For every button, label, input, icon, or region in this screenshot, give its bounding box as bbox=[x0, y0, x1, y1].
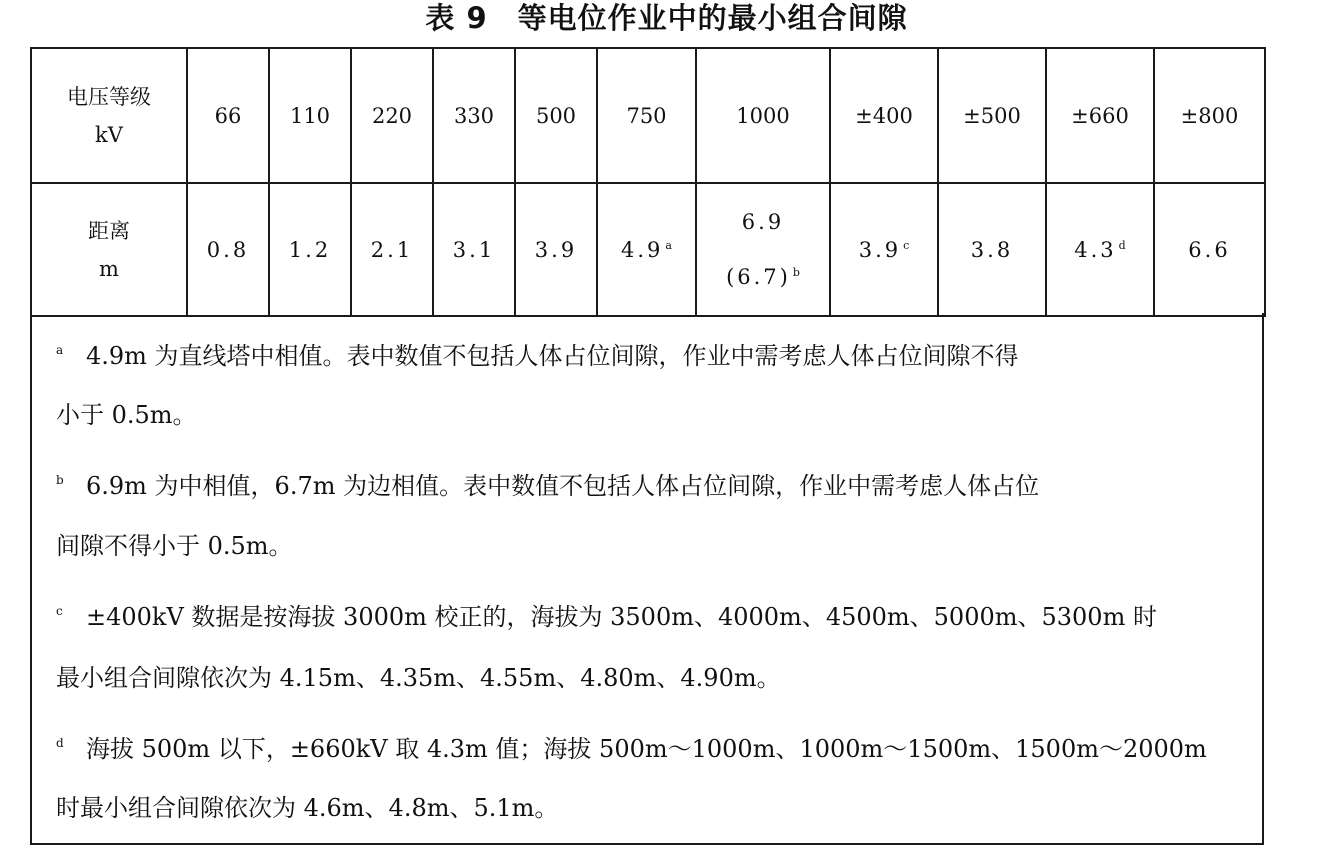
distance-cell bbox=[938, 183, 1046, 316]
distance-cell bbox=[1046, 183, 1154, 316]
footnote-mark-c: c bbox=[56, 604, 63, 618]
footnote-b-line2 bbox=[56, 531, 1246, 561]
distance-value: 6.9 bbox=[741, 210, 785, 234]
footnote-ref-a: a bbox=[665, 238, 672, 252]
footnote-text: 时最小组合间隙依次为 4.6m、4.8m、5.1m。 bbox=[56, 794, 559, 822]
footnote-text: 6.9m 为中相值，6.7m 为边相值。表中数值不包括人体占位间隙，作业中需考虑人体占位 bbox=[86, 472, 1040, 500]
voltage-value: ±500 bbox=[963, 103, 1021, 128]
voltage-cell bbox=[433, 48, 515, 183]
voltage-cell bbox=[696, 48, 830, 183]
footnote-mark-a: a bbox=[56, 343, 64, 357]
voltage-value: ±400 bbox=[855, 103, 913, 128]
distance-value: 4.3 bbox=[1074, 237, 1117, 262]
distance-value: 2.1 bbox=[370, 237, 414, 262]
distance-value-secondary: (6.7) bbox=[726, 265, 791, 289]
distance-header-cell bbox=[31, 183, 187, 316]
table-title: 表 9 等电位作业中的最小组合间隙 bbox=[425, 1, 908, 35]
footnote-d-line1 bbox=[56, 728, 1246, 764]
voltage-value: 66 bbox=[214, 103, 242, 128]
voltage-cell bbox=[187, 48, 269, 183]
distance-value: 3.8 bbox=[970, 237, 1014, 262]
footnote-ref-c: c bbox=[903, 238, 910, 252]
voltage-value: 330 bbox=[453, 103, 495, 128]
footnote-mark-b: b bbox=[56, 473, 64, 487]
footnote-c-line1 bbox=[56, 596, 1246, 632]
distance-value: 0.8 bbox=[206, 237, 250, 262]
footnote-text: 海拔 500m 以下，±660kV 取 4.3m 值；海拔 500m～1000m、1000m～1500m、1500m～2000m bbox=[86, 735, 1207, 763]
footnote-d-line2 bbox=[56, 793, 1246, 823]
footnote-mark-d: d bbox=[56, 736, 64, 750]
distance-value: 3.9 bbox=[858, 237, 902, 262]
voltage-header-cell bbox=[31, 48, 187, 183]
voltage-value: ±660 bbox=[1071, 103, 1129, 128]
voltage-value: 750 bbox=[626, 103, 667, 128]
distance-cell bbox=[351, 183, 433, 316]
distance-cell bbox=[433, 183, 515, 316]
distance-value: 6.6 bbox=[1188, 237, 1231, 262]
footnote-ref-b: b bbox=[792, 266, 800, 279]
voltage-row bbox=[31, 48, 1265, 183]
footnote-text: 间隙不得小于 0.5m。 bbox=[56, 532, 293, 560]
distance-cell bbox=[696, 183, 830, 316]
footnote-text: 最小组合间隙依次为 4.15m、4.35m、4.55m、4.80m、4.90m。 bbox=[56, 664, 781, 692]
voltage-cell bbox=[269, 48, 351, 183]
distance-cell bbox=[187, 183, 269, 316]
footnote-text: ±400kV 数据是按海拔 3000m 校正的，海拔为 3500m、4000m、4500m、5000m、5300m 时 bbox=[86, 603, 1157, 631]
distance-cell bbox=[830, 183, 938, 316]
distance-value: 1.2 bbox=[288, 237, 332, 262]
voltage-value: 500 bbox=[535, 103, 577, 128]
voltage-value: 110 bbox=[289, 103, 331, 128]
voltage-cell bbox=[515, 48, 597, 183]
distance-label: 距离 bbox=[88, 218, 130, 243]
distance-cell bbox=[1154, 183, 1265, 316]
clearance-table bbox=[30, 47, 1266, 317]
distance-cell bbox=[515, 183, 597, 316]
voltage-value: ±800 bbox=[1180, 103, 1239, 128]
distance-value: 3.1 bbox=[452, 237, 496, 262]
footnote-a-line1 bbox=[56, 335, 1246, 371]
voltage-cell bbox=[1046, 48, 1154, 183]
voltage-cell bbox=[597, 48, 696, 183]
voltage-label: 电压等级 bbox=[67, 84, 151, 109]
distance-unit: m bbox=[99, 256, 119, 281]
voltage-cell bbox=[1154, 48, 1265, 183]
distance-cell bbox=[269, 183, 351, 316]
footnote-text: 小于 0.5m。 bbox=[56, 401, 197, 429]
distance-row bbox=[31, 183, 1265, 316]
footnote-text: 4.9m 为直线塔中相值。表中数值不包括人体占位间隙，作业中需考虑人体占位间隙不得 bbox=[86, 342, 1019, 370]
footnote-b-line1 bbox=[56, 465, 1246, 501]
distance-value: 3.9 bbox=[534, 237, 578, 262]
footnote-a-line2 bbox=[56, 400, 1246, 430]
voltage-value: 1000 bbox=[736, 103, 790, 128]
voltage-unit: kV bbox=[95, 122, 123, 147]
voltage-value: 220 bbox=[371, 103, 413, 128]
footnotes-cell bbox=[30, 313, 1264, 845]
voltage-cell bbox=[351, 48, 433, 183]
voltage-cell bbox=[830, 48, 938, 183]
distance-value: 4.9 bbox=[621, 237, 664, 262]
footnote-ref-d: d bbox=[1118, 238, 1126, 252]
distance-cell bbox=[597, 183, 696, 316]
footnote-c-line2 bbox=[56, 663, 1246, 693]
voltage-cell bbox=[938, 48, 1046, 183]
